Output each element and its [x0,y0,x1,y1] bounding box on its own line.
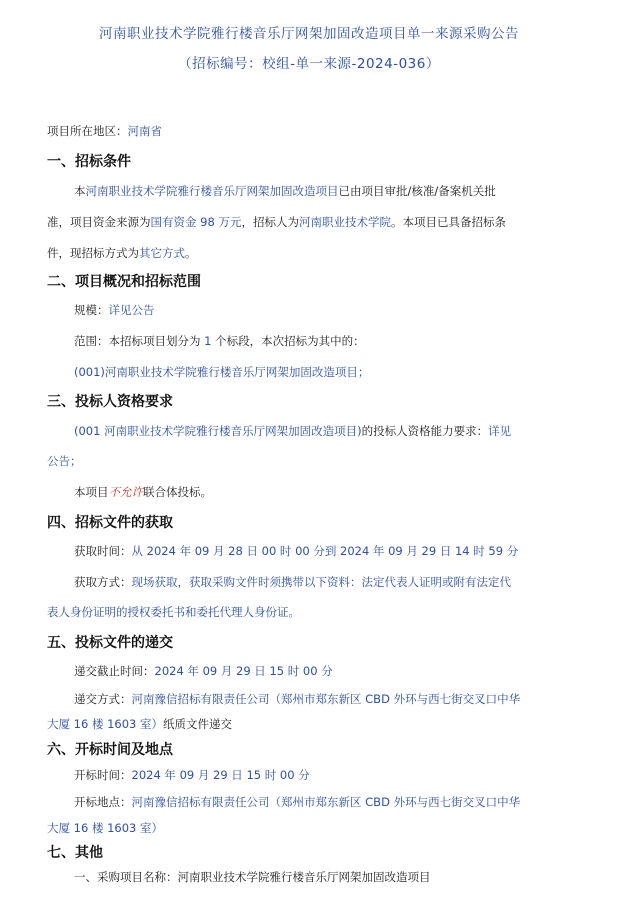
s6-place [74,794,520,810]
s1-line-3 [47,245,197,261]
s1-l1-c: 已由项目审批/核准/备案机关批 [338,184,496,198]
project-region [47,123,162,139]
section-heading-5: 五、投标文件的递交 [47,635,173,651]
s5-method-l2-a: 大厦 16 楼 1603 室） [47,717,164,731]
s6-place-value: 河南豫信招标有限责任公司（郑州市郑东新区 CBD 外环与西七街交叉口中华 [131,795,521,809]
notice-title: 河南职业技术学院雅行楼音乐厅网架加固改造项目单一来源采购公告 [99,26,519,42]
s1-l2-c: ，招标人为 [241,215,299,229]
s1-l3-c: 。 [185,246,197,260]
s5-method [74,691,520,707]
s2-lot-item: (001)河南职业技术学院雅行楼音乐厅网架加固改造项目； [74,365,370,379]
s5-deadline [74,663,333,679]
s5-deadline-value: 2024 年 09 月 29 日 15 时 00 分 [154,664,333,678]
s3-consortium-a: 本项目 [74,485,109,499]
s3-line-2: 公告； [47,454,82,468]
s4-time [74,543,518,559]
s3-l1-b: 的投标人资格能力要求： [361,424,489,438]
s6-time [74,767,310,783]
s1-l2-a: 准，项目资金来源为 [47,215,151,229]
s4-method-value: 现场获取，获取采购文件时须携带以下资料：法定代表人证明或附有法定代 [131,575,511,589]
s4-method-line-2: 表人身份证明的授权委托书和委托代理人身份证。 [47,605,300,619]
s5-method-label: 递交方式： [74,692,132,706]
s5-method-line-2 [47,716,232,732]
s2-scope-a: 范围：本招标项目划分为 [74,334,205,348]
s2-scale-label: 规模： [74,303,109,317]
s6-place-line-2: 大厦 16 楼 1603 室） [47,821,164,835]
section-heading-4: 四、招标文件的获取 [47,515,173,531]
s3-lot: (001 河南职业技术学院雅行楼音乐厅网架加固改造项目) [74,424,362,438]
s3-consortium-c: 联合体投标。 [143,485,212,499]
s4-method-label: 获取方式： [74,575,132,589]
s2-scale [74,302,155,318]
s1-tenderer: 河南职业技术学院 [298,215,391,229]
s5-method-l2-b: 纸质文件递交 [163,717,233,731]
s1-line-1 [74,183,496,199]
s2-scale-value: 详见公告 [108,303,155,317]
tender-code-prefix: （招标编号： [178,56,263,72]
s1-line-2 [47,214,506,230]
s5-method-value: 河南豫信招标有限责任公司（郑州市郑东新区 CBD 外环与西七街交叉口中华 [131,692,521,706]
s2-scope [74,333,365,349]
s2-lot-count: 1 [204,334,212,348]
s5-deadline-label: 递交截止时间： [74,664,155,678]
tender-code-value: 校组-单一来源-2024-036 [262,56,426,72]
section-heading-1: 一、招标条件 [47,154,131,170]
section-heading-6: 六、开标时间及地点 [47,742,173,758]
s4-time-value: 从 2024 年 09 月 28 日 00 时 00 分到 2024 年 09 月 29 日 14 时 59 分 [131,544,519,558]
s4-method [74,574,511,590]
s1-l2-e: 。本项目已具备招标条 [390,215,506,229]
s3-line-1 [74,423,511,439]
s6-place-label: 开标地点： [74,795,132,809]
s1-l3-a: 件，现招标方式为 [47,246,139,260]
region-label: 项目所在地区： [47,124,128,138]
section-heading-7: 七、其他 [47,845,103,861]
s2-scope-c: 个标段，本次招标为其中的： [211,334,365,348]
s3-l1-c: 详见 [488,424,512,438]
s6-time-label: 开标时间： [74,768,132,782]
s6-time-value: 2024 年 09 月 29 日 15 时 00 分 [131,768,310,782]
s7-item-1: 一、采购项目名称：河南职业技术学院雅行楼音乐厅网架加固改造项目 [74,870,431,884]
s1-l1-a: 本 [74,184,86,198]
s1-method: 其它方式 [139,246,185,260]
tender-code [0,52,618,72]
s1-fund-source: 国有资金 98 万元 [150,215,242,229]
section-heading-3: 三、投标人资格要求 [47,394,173,410]
s3-consortium [74,484,212,500]
section-heading-2: 二、项目概况和招标范围 [47,274,201,290]
s4-time-label: 获取时间： [74,544,132,558]
region-value: 河南省 [127,124,162,138]
s1-project-name: 河南职业技术学院雅行楼音乐厅网架加固改造项目 [85,184,339,198]
tender-code-suffix: ） [425,56,440,72]
s3-consortium-flag: 不允许 [108,485,143,499]
